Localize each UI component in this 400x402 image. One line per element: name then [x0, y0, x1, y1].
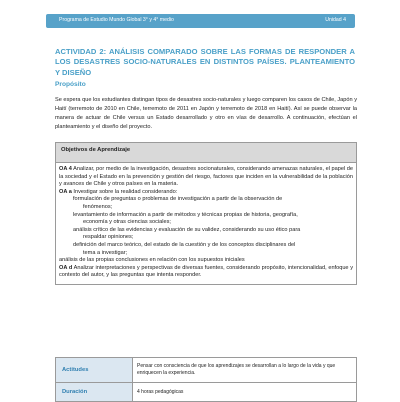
- attitudes-text: Pensar con consciencia de que los aprendizajes se desarrollan a lo largo de la vida y que enriquecen la experiencia.: [133, 358, 357, 383]
- unit-label: Unidad 4: [325, 17, 346, 23]
- program-title: Programa de Estudio Mundo Global 3° y 4° medio: [59, 17, 174, 23]
- sub-item-first: formulación de preguntas o problemas de investigación a partir de la observación de: [73, 196, 283, 203]
- activity-title: ACTIVIDAD 2: ANÁLISIS COMPARADO SOBRE LAS FORMAS DE RESPONDER A LOS DESASTRES SOCIO-NATURALES EN DISTINTOS PAÍSES. PLANTEAMIENTO Y DISEÑO: [55, 47, 355, 77]
- sub-item-cont: economía y otras ciencias sociales;: [83, 219, 171, 226]
- oaa-paragraph: [59, 189, 353, 197]
- header-bar: [46, 14, 355, 28]
- sub-item-cont: respaldar opiniones;: [83, 234, 134, 241]
- oaa-text: Investigar sobre la realidad considerando:: [71, 188, 178, 195]
- purpose-text: Se espera que los estudiantes distingan tipos de desastres socio-naturales y luego comparen los casos de Chile, Japón y Haití (terremoto de 2010 en Chile, terremoto de 2011 en Japón y terremoto de 2018 en Haití). Así se puede observar la manera de actuar de Chile versus un Estado desarrollado y otro en vías de desarrollo. A continuación, efectúan el planteamiento y el diseño del proyecto.: [55, 97, 357, 130]
- oad-paragraph: [59, 265, 353, 280]
- purpose-heading: Propósito: [55, 81, 86, 88]
- oa4-paragraph: [59, 166, 353, 189]
- duration-label: Duración: [56, 383, 133, 402]
- objectives-heading: Objetivos de Aprendizaje: [56, 143, 357, 163]
- oa4-text: Analizar, por medio de la investigación, desastres socionaturales, considerando amenazas naturales, el papel de la sociedad y el Estado en la prevención y gestión del riesgo, factores que inciden en la vulnerabilidad de la población y avances de Chile y otros países en la materia.: [59, 166, 353, 188]
- duration-text: 4 horas pedagógicas: [133, 383, 357, 402]
- sub-item-cont: fenómenos;: [83, 203, 113, 210]
- last-sub-item: análisis de las propias conclusiones en relación con los supuestos iniciales: [59, 257, 245, 264]
- objectives-table: [55, 142, 357, 285]
- sub-item-first: levantamiento de información a partir de métodos y técnicas propias de historia, geografía,: [73, 211, 298, 218]
- oad-code: OA d: [59, 264, 73, 271]
- sub-item-first: definición del marco teórico, del estado de la cuestión y de los conceptos disciplinares del: [73, 241, 296, 248]
- sub-item-first: análisis crítico de las evidencias y evaluación de su validez, considerando su uso ético para: [73, 226, 301, 233]
- attitudes-label: Actitudes: [56, 358, 133, 383]
- objectives-body: [56, 163, 357, 285]
- sub-item-cont: tema a investigar;: [83, 249, 128, 256]
- meta-table: [55, 357, 357, 402]
- oad-text: Analizar interpretaciones y perspectivas de diversas fuentes, considerando propósito, intencionalidad, enfoque y contexto del autor, y las preguntas que intenta responder.: [59, 264, 353, 279]
- oaa-code: OA a: [59, 188, 72, 195]
- oa4-code: OA 4: [59, 166, 72, 172]
